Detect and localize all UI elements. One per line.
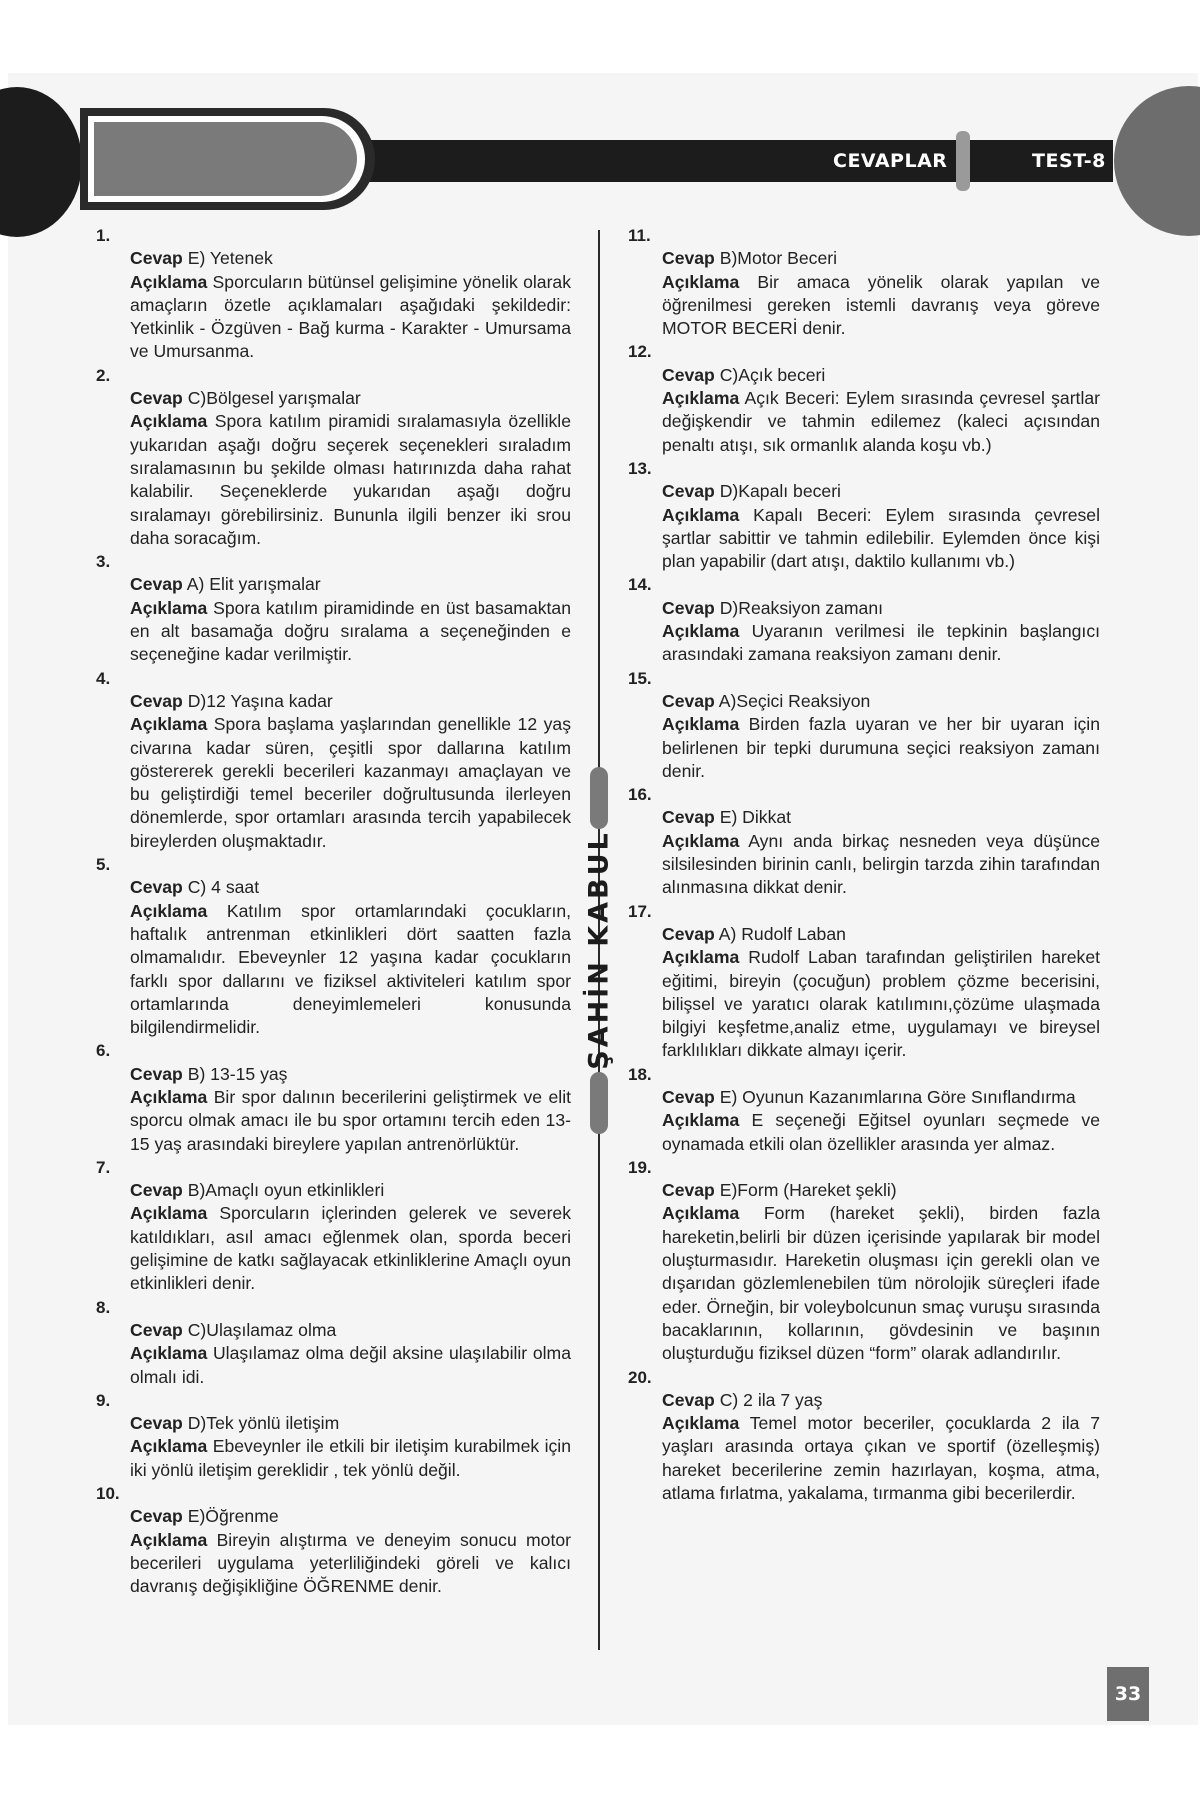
question-number: 20.	[628, 1367, 652, 1387]
question-number: 2.	[96, 365, 111, 385]
answers-column-left	[96, 224, 571, 1599]
answer-text: C) 2 ila 7 yaş	[719, 1389, 823, 1410]
answer-item-7	[96, 1156, 571, 1296]
explanation-text: Bireyin alıştırma ve deneyim sonucu motor becerileri uygulama yeterliliğindeki göreli ve kalıcı davranış değişikliğine ÖĞRENME denir.	[130, 1529, 572, 1597]
explanation-label: Açıklama	[662, 388, 740, 409]
answer-text: E)Öğrenme	[187, 1506, 279, 1527]
explanation-label: Açıklama	[662, 621, 740, 642]
explanation-text: Rudolf Laban tarafından geliştirilen hareket eğitimi, bireyin (çocuğun) problem çözme becerisini, bilişsel ve yaratıcı olarak katılımını,çözüme ulaşmada bilgiyi keşfetme,analiz etme, uygulamayı ve bireysel farklılıkları dikkate almayı içerir.	[662, 947, 1100, 1061]
answer-text: E) Oyunun Kazanımlarına Göre Sınıflandırma	[719, 1086, 1076, 1107]
answer-label: Cevap	[130, 574, 183, 595]
section-title: CEVAPLAR	[833, 150, 948, 172]
explanation-text: Bir spor dalının becerilerini geliştirmek ve elit sporcu olmak amacı ile bu spor ortamını tercih eden 13-15 yaş arasındaki bireylere yapılan antrenörlüktür.	[130, 1086, 571, 1154]
answer-text: B) 13-15 yaş	[187, 1063, 288, 1084]
answer-item-1	[96, 224, 571, 364]
explanation-text: Birden fazla uyaran ve her bir uyaran için belirlenen bir tepki durumuna seçici reaksiyon zamanı denir.	[662, 714, 1101, 781]
header-separator	[956, 131, 970, 191]
explanation-label: Açıklama	[130, 1203, 208, 1224]
explanation-text: Form (hareket şekli), birden fazla hareketin,belirli bir düzen içerisinde yapılarak bir model oluşturmasıdır. Hareketin oluşması için gerekli olan ve dışarıdan gözlemlenebilen tüm nörolojik süreçleri ifade eder. Örneğin, bir voleybolcunun smaç vuruşu sırasında bacaklarının, kollarının, gövdesinin ve başının oluşturduğu fiziksel düzen “form” olarak adlandırılır.	[662, 1203, 1101, 1364]
question-number: 14.	[628, 575, 652, 595]
answer-text: B)Motor Beceri	[719, 248, 838, 269]
explanation-text: Sporcuların içlerinden gelerek ve severek katıldıkları, asıl amacı eğlenmek olan, sporda beceri gelişimine de katkı sağlayacak etkinliklerine Amaçlı oyun etkinlikleri denir.	[130, 1203, 572, 1294]
explanation-text: E seçeneği Eğitsel oyunları seçmede ve oynamada etkili olan özellikler arasında yer almaz.	[662, 1110, 1100, 1154]
explanation-label: Açıklama	[662, 1203, 740, 1224]
explanation-label: Açıklama	[130, 1086, 208, 1107]
question-number: 3.	[96, 552, 111, 572]
explanation-label: Açıklama	[130, 597, 208, 618]
answer-label: Cevap	[130, 248, 183, 269]
answer-item-19	[628, 1156, 1100, 1366]
explanation-label: Açıklama	[130, 900, 208, 921]
explanation-text: Spora başlama yaşlarından genellikle 12 yaş civarına kadar süren, çeşitli spor dallarına katılım göstererek gerekli becerileri kazanmayı amaçlayan ve bu geliştirdiği temel beceriler doğrultusunda ilerleyen dönemlerde, spor ortamları arasında tercih yapabilecek bireylerden oluşmaktadır.	[130, 714, 572, 851]
explanation-label: Açıklama	[130, 411, 208, 432]
answer-label: Cevap	[662, 1180, 715, 1201]
question-number: 8.	[96, 1297, 111, 1317]
explanation-text: Açık Beceri: Eylem sırasında çevresel şartlar değişkendir ve tahmin edilemez (kaleci açısından penaltı atışı, sık ormanlık alanda koşu vb.)	[662, 388, 1100, 455]
answer-text: D)Kapalı beceri	[719, 481, 841, 502]
answer-item-6	[96, 1039, 571, 1155]
answer-label: Cevap	[130, 1063, 183, 1084]
answer-label: Cevap	[130, 1319, 183, 1340]
explanation-text: Ebeveynler ile etkili bir iletişim kurabilmek için iki yönlü iletişim gereklidir , tek yönlü değil.	[130, 1436, 571, 1480]
explanation-label: Açıklama	[662, 1413, 740, 1434]
answer-label: Cevap	[662, 690, 715, 711]
question-number: 11.	[628, 226, 651, 245]
explanation-label: Açıklama	[130, 1529, 208, 1550]
answer-label: Cevap	[130, 1413, 183, 1434]
question-number: 17.	[628, 901, 652, 921]
explanation-label: Açıklama	[130, 1436, 208, 1457]
header-pill-fill	[94, 122, 357, 196]
answer-item-16	[628, 783, 1100, 899]
explanation-label: Açıklama	[130, 1343, 208, 1364]
explanation-label: Açıklama	[130, 271, 208, 292]
explanation-text: Spora katılım piramidi sıralamasıyla özellikle yukarıdan aşağı doğru seçerek seçenekleri sıraladım sıralamasının bu şekilde olması hatırınızda daha rahat kalabilir. Seçeneklerde yukarıdan aşağı doğru sıralamayı görebilirsiniz. Bununla ilgili benzer iki srou daha soracağım.	[130, 411, 571, 548]
explanation-text: Uyaranın verilmesi ile tepkinin başlangıcı arasındaki zamana reaksiyon zamanı denir.	[662, 621, 1101, 665]
answer-text: E)Form (Hareket şekli)	[719, 1180, 897, 1201]
answer-item-17	[628, 900, 1100, 1063]
answer-label: Cevap	[662, 1389, 715, 1410]
question-number: 10.	[96, 1484, 120, 1504]
explanation-text: Bir amaca yönelik olarak yapılan ve öğrenilmesi gereken istemli davranış veya göreve MOTOR BECERİ denir.	[662, 271, 1101, 339]
answer-text: D)12 Yaşına kadar	[187, 690, 333, 711]
answer-text: A) Rudolf Laban	[718, 923, 846, 944]
answer-item-20	[628, 1366, 1100, 1506]
question-number: 4.	[96, 668, 111, 688]
question-number: 6.	[96, 1041, 111, 1061]
explanation-text: Sporcuların bütünsel gelişimine yönelik olarak amaçların özetle açıklamaları aşağıdaki şekildedir: Yetkinlik - Özgüven - Bağ kurma - Karakter - Umursama ve Umursanma.	[130, 271, 572, 362]
explanation-label: Açıklama	[662, 1110, 740, 1131]
answer-text: B)Amaçlı oyun etkinlikleri	[187, 1180, 385, 1201]
explanation-text: Katılım spor ortamlarındaki çocukların, haftalık antrenman etkinlikleri dört saatten fazla olmamalıdır. Ebeveynler 12 yaşına kadar çocukların farklı spor dallarını ve fiziksel aktiviteleri katılım spor ortamlarında deneyimlemeleri konusunda bilgilendirmelidir.	[130, 900, 572, 1038]
answer-label: Cevap	[130, 877, 183, 898]
test-label: TEST-8	[1032, 150, 1106, 172]
explanation-label: Açıklama	[130, 714, 208, 735]
header-bar	[355, 140, 1113, 182]
explanation-label: Açıklama	[662, 271, 740, 292]
question-number: 19.	[628, 1157, 652, 1177]
question-number: 5.	[96, 855, 111, 875]
answer-item-11	[628, 224, 1100, 340]
question-number: 15.	[628, 668, 652, 688]
answer-label: Cevap	[130, 388, 183, 409]
answer-item-12	[628, 340, 1100, 456]
answer-text: E) Dikkat	[719, 807, 792, 828]
divider-marker-top	[590, 767, 608, 829]
answer-text: C)Ulaşılamaz olma	[187, 1319, 337, 1340]
answer-label: Cevap	[130, 690, 183, 711]
answer-label: Cevap	[662, 481, 715, 502]
divider-marker-bottom	[590, 1072, 608, 1134]
answer-text: C) 4 saat	[187, 877, 260, 898]
answer-text: A)Seçici Reaksiyon	[718, 690, 871, 711]
explanation-text: Aynı anda birkaç nesneden veya düşünce silsilesinden birinin canlı, belirgin tarzda zihin tarafından alınmasına dikkat denir.	[662, 830, 1100, 898]
explanation-label: Açıklama	[662, 947, 740, 968]
answer-item-2	[96, 364, 571, 550]
question-number: 9.	[96, 1390, 111, 1410]
question-number: 7.	[96, 1157, 111, 1177]
answer-item-15	[628, 667, 1100, 783]
answer-item-9	[96, 1389, 571, 1482]
answer-item-5	[96, 853, 571, 1039]
explanation-text: Kapalı Beceri: Eylem sırasında çevresel şartlar sabittir ve tahmin edilebilir. Eylemden önce kişi plan yapabilir (dart atışı, daktilo kullanımı vb.)	[662, 504, 1100, 572]
answer-item-10	[96, 1482, 571, 1598]
answer-text: A) Elit yarışmalar	[186, 574, 321, 595]
question-number: 12.	[628, 342, 652, 362]
explanation-text: Spora katılım piramidinde en üst basamaktan en alt basamağa doğru sıralama a seçeneğinden e seçeneğine kadar verilmiştir.	[130, 597, 571, 665]
answer-label: Cevap	[662, 248, 715, 269]
answer-item-4	[96, 667, 571, 853]
author-name: ŞAHİN KABUL	[583, 830, 615, 1070]
answer-item-14	[628, 573, 1100, 666]
page-number: 33	[1107, 1667, 1149, 1721]
explanation-label: Açıklama	[662, 714, 740, 735]
answer-text: C)Bölgesel yarışmalar	[187, 388, 361, 409]
answer-label: Cevap	[662, 807, 715, 828]
answer-label: Cevap	[662, 364, 715, 385]
answer-label: Cevap	[130, 1180, 183, 1201]
question-number: 1.	[96, 226, 111, 245]
question-number: 13.	[628, 458, 652, 478]
answer-label: Cevap	[662, 923, 715, 944]
answer-item-18	[628, 1063, 1100, 1156]
answer-item-3	[96, 550, 571, 666]
answer-text: D)Tek yönlü iletişim	[187, 1413, 340, 1434]
explanation-text: Temel motor beceriler, çocuklarda 2 ila 7 yaşları arasında ortaya çıkan ve sportif (özelleşmiş) hareket becerilerine zemin hazırlayan, koşma, atma, atlama fırlatma, yakalama, tırmanma gibi becerilerdir.	[662, 1413, 1100, 1504]
answer-item-8	[96, 1296, 571, 1389]
explanation-text: Ulaşılamaz olma değil aksine ulaşılabilir olma olmalı idi.	[130, 1343, 571, 1387]
answer-label: Cevap	[130, 1506, 183, 1527]
explanation-label: Açıklama	[662, 830, 740, 851]
answer-text: C)Açık beceri	[719, 364, 826, 385]
answer-text: E) Yetenek	[187, 248, 273, 269]
answers-column-right	[628, 224, 1100, 1505]
question-number: 18.	[628, 1064, 652, 1084]
question-number: 16.	[628, 785, 652, 805]
answer-label: Cevap	[662, 1086, 715, 1107]
answer-label: Cevap	[662, 597, 715, 618]
answer-text: D)Reaksiyon zamanı	[719, 597, 883, 618]
answer-item-13	[628, 457, 1100, 573]
explanation-label: Açıklama	[662, 504, 740, 525]
